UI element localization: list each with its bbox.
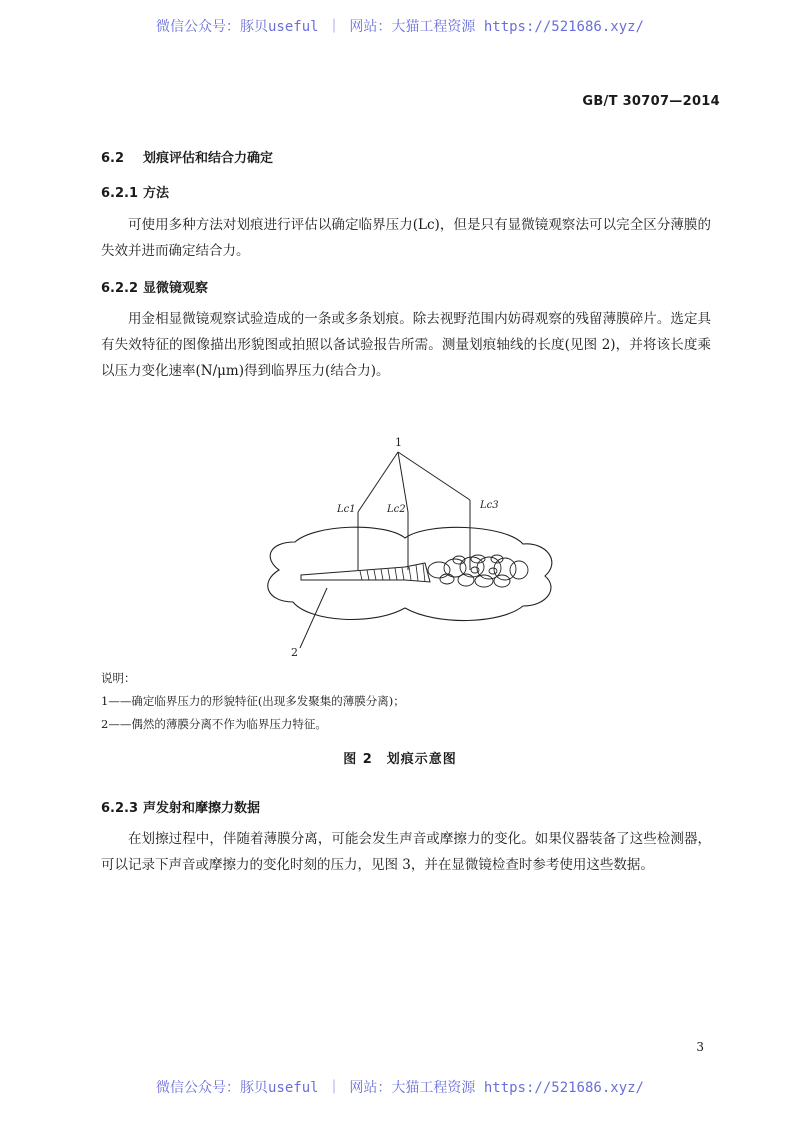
section-6-2-3-paragraph: 在划擦过程中，伴随着薄膜分离，可能会发生声音或摩擦力的变化。如果仪器装备了这些检测器，可以记录下声音或摩擦力的变化时刻的压力，见图 3，并在显微镜检查时参考使用这些数据。 [101,831,711,873]
section-title: 声发射和摩擦力数据 [143,801,261,816]
callout-2-label: 2 [291,646,298,659]
scratch-hatching [360,564,425,582]
standard-number: GB/T 30707—2014 [582,94,720,109]
section-number: 6.2.1 [101,186,139,201]
legend-title: 说明： [101,671,136,685]
section-title: 方法 [143,186,170,201]
section-6-2-2-heading [101,277,208,296]
scratch-diagram-svg [255,430,565,660]
section-6-2-1-heading [101,182,169,201]
page-number: 3 [696,1040,704,1054]
legend-item: 2——偶然的薄膜分离不作为临界压力特征。 [101,717,327,731]
callout-2-line [300,588,327,648]
section-6-2-3-heading [101,797,260,816]
lc1-label: Lc1 [337,504,356,515]
lc2-label: Lc2 [387,504,406,515]
section-title: 划痕评估和结合力确定 [143,151,274,166]
section-title: 显微镜观察 [143,281,209,296]
section-6-2-2-paragraph: 用金相显微镜观察试验造成的一条或多条划痕。除去视野范围内妨碍观察的残留薄膜碎片。选定具有失效特征的图像描出形貌图或拍照以备试验报告所需。测量划痕轴线的长度(见图 2)，并将该长度乘以压力变化速率(N/μm)得到临界压力(结合力)。 [101,311,711,379]
section-number: 6.2.2 [101,281,139,296]
section-number: 6.2 [101,151,125,166]
callout-1-line [358,452,398,512]
callout-1-line [398,452,470,500]
callout-1-label: 1 [395,436,402,449]
delamination-cluster [428,555,528,587]
lc3-label: Lc3 [480,500,499,511]
section-6-2-1-paragraph: 可使用多种方法对划痕进行评估以确定临界压力(Lc)，但是只有显微镜观察法可以完全区分薄膜的失效并进而确定结合力。 [101,217,711,259]
callout-1-line [398,452,408,512]
section-6-2-heading [101,147,273,166]
figure-caption: 图 2 划痕示意图 [343,752,457,767]
legend-item: 1——确定临界压力的形貌特征(出现多发聚集的薄膜分离)； [101,694,405,708]
watermark-top: 微信公众号：豚贝useful ｜ 网站：大猫工程资源 https://521686.xyz/ [155,19,644,35]
scratch-diagram [255,430,565,660]
watermark-bottom: 微信公众号：豚贝useful ｜ 网站：大猫工程资源 https://521686.xyz/ [155,1080,644,1096]
section-number: 6.2.3 [101,801,139,816]
